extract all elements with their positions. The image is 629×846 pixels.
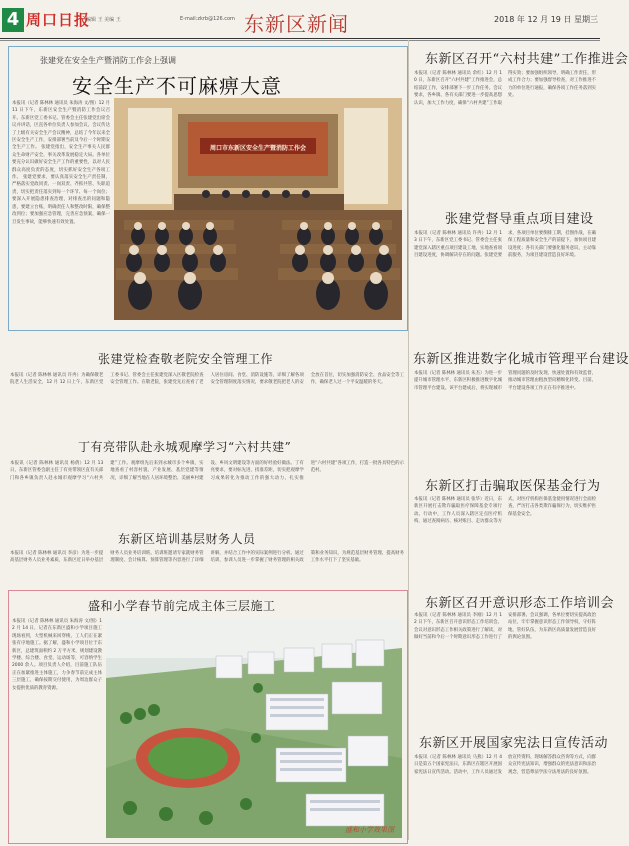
- article-body: 本报讯（记者 陈林林 通讯员 李彦）为进一步提高基层财务人员业务素质，东新区近日举办基层财务人员业务培训班。培训班邀请专家就财务管理制度、会计核算、预算管理等内容进行了详细讲解，并结合工作中的实际案例进行分析。通过培训，参训人员进一步掌握了财务管理的相关政策和业务知识，为规范基层财务管理、提高财务工作水平打下了坚实基础。: [10, 551, 404, 564]
- article-headline: 盛和小学春节前完成主体三层施工: [88, 599, 276, 613]
- article-body: 本报讯（记者 陈林林 通讯员 杨倩）12 月 13 日，东新区管委会副主任丁有亮带领区直有关部门和各乡镇负责人赴永城市观摩学习“六村共建”工作。观摩组先后来到永城市多个乡镇，实地查看了村容村貌、产业发展、基层党建等情况，详细了解当地在人居环境整治、美丽乡村建设、乡风文明建设等方面的好经验好做法。丁有亮要求，要对标先进，找准差距，切实把观摩学习成果转化为推动工作的强大动力，扎实推进“六村共建”各项工作，打造一批各具特色的示范村。: [10, 461, 404, 481]
- section-title: 东新区新闻: [244, 12, 349, 36]
- article-headline: 东新区开展国家宪法日宣传活动: [419, 736, 609, 751]
- photo-banner-text: 周口市东新区安全生产暨消防工作会: [209, 145, 307, 152]
- header-rule-thin: [0, 40, 600, 41]
- article-headline: 东新区打击骗取医保基金行为: [425, 479, 601, 494]
- newspaper-logo: 周口日报: [26, 11, 91, 29]
- issue-date: 2018 年 12 月 19 日 星期三: [494, 15, 598, 24]
- article-body: 本报讯（记者 陈林林 通讯员 余红）12 月 10 日，东新区召开“六村共建”工作推进会，总结前段工作，安排部署下一步工作任务。会议要求，各乡镇、各有关部门要进一步提高思想认识，加大工作力度，确保“六村共建”工作取得实效；要加强组织领导，明确工作责任，形成工作合力；要加强督导检查，对工作推进不力的单位进行通报，确保各项工作任务落到实处。: [414, 71, 596, 106]
- article-headline: 东新区召开意识形态工作培训会: [425, 596, 615, 611]
- lead-body: 本报讯（记者 陈林林 通讯员 朱海涛 文/图）12 月 11 日下午，东新区安全生产暨消防工作会议召开。东新区党工委书记、管委会主任张建党出席会议并讲话，区直各单位负责人参加会议。会议传达了上级有关安全生产会议精神，总结了今年以来全区安全生产工作，安排部署当前及今后一个时期安全生产工作。 张建党指出，安全生产事关人民群众生命财产安全，事关改革发展稳定大局。各单位要充分认识做好安全生产工作的重要性，以对人民群众高度负责的态度，切实抓好安全生产各项工作。 张建党要求，要认真落实安全生产责任制，严格落实党政同责、一岗双责、齐抓共管、失职追责，切实把责任落实到每一个环节、每一个岗位；要深入开展隐患排查治理，对排查出的问题和隐患，要建立台账，明确责任人和整改时限，确保整改到位；要加强应急管理，完善应急预案，确保一旦发生事故，能够快速有效处置。: [12, 101, 110, 225]
- article-body: 本报讯（记者 陈林林 通讯员 许冉）12 月 13 日下午，东新区党工委书记、管委会主任张建党深入辖区重点项目建设工地，实地查看项目建设进度，协调解决存在的问题。张建党要求，各项目单位要倒排工期，挂图作战，在确保工程质量和安全生产的前提下，加快项目建设进度；各有关部门要强化服务意识，主动靠前服务，为项目建设营造良好环境。: [414, 231, 596, 259]
- school-rendering-svg: [106, 618, 402, 838]
- article-headline: 东新区推进数字化城市管理平台建设: [413, 352, 629, 367]
- article-body: 本报讯（记者 陈林林 通讯员 朱杰）为进一步提升城市管理水平，东新区积极推进数字化城市管理平台建设。该平台建成后，将实现城市管理问题的及时发现、快速处置和有效监督，推动城市管理由粗放型向精细化转变。目前，平台建设各项工作正在有序推进中。: [414, 371, 596, 391]
- column-divider: [408, 40, 409, 840]
- article-body: 本报讯（记者 陈林林 通讯员 朱海涛 文/图）12 月 14 日，记者在东新区盛和小学项目施工现场看到，大型机械来回穿梭，工人们正在紧张有序地施工。据了解，盛和小学项目位于东新区，总建筑面积约 2 万平方米，规划建设教学楼、综合楼、食堂、运动场等，可容纳学生 2000 余人。项目负责人介绍，目前施工队伍正在加紧推进主体施工，力争春节前完成主体三层施工，确保按期交付使用，为周边群众子女提供优质的教育资源。: [12, 619, 102, 691]
- article-body: 本报讯（记者 陈林林 通讯员 马燕）12 月 4 日是第五个国家宪法日，东新区在辖区开展国家宪法日宣传活动。活动中，工作人员通过发放宣传资料、现场解答群众咨询等方式，向群众宣传宪法知识，增强群众的宪法意识和法治观念，营造尊法学法守法用法的良好氛围。: [414, 755, 596, 775]
- meeting-photo: [114, 98, 402, 320]
- school-rendering-photo: [106, 618, 402, 838]
- rendering-caption: 盛和小学效果图: [345, 826, 394, 834]
- article-headline: 丁有亮带队赴永城观摩学习“六村共建”: [78, 440, 292, 454]
- header-rule: [0, 38, 600, 39]
- article-body: 本报讯（记者 陈林林 通讯员 张华）近日，东新区开展打击欺诈骗取医疗保障基金专项行动。行动中，工作人员深入辖区定点医疗机构，通过查阅病历、核对账目、走访群众等方式，对医疗机构医保基金使用情况进行全面检查，严厉打击各类欺诈骗保行为，切实维护医保基金安全。: [414, 497, 596, 525]
- meeting-photo-svg: [114, 98, 402, 320]
- masthead: [0, 0, 600, 38]
- email-meta: E-mail:zkrb@126.com: [180, 16, 235, 22]
- article-body: 本报讯（记者 陈林林 通讯员 李刚）12 月 12 日下午，东新区召开意识形态工作培训会。会议对意识形态工作相关政策进行了解读，对做好当前和今后一个时期意识形态工作进行了安排部署。会议强调，各单位要切实提高政治站位，牢牢掌握意识形态工作领导权，守好阵地，管好队伍，为东新区高质量发展营造良好的舆论氛围。: [414, 613, 596, 641]
- lead-subtitle: 张建党在安全生产暨消防工作会上强调: [40, 56, 176, 65]
- article-body: 本报讯（记者 陈林林 通讯员 许冉）为确保敬老院老人生活安全，12 月 12 日上午，东新区党工委书记、管委会主任张建党深入区敬老院检查安全管理工作。在敬老院，张建党先后查看了老人居住房间、食堂、消防设施等，详细了解各项安全管理制度落实情况，要求敬老院把老人的安全放在首位，切实加强消防安全、食品安全等工作，确保老人过一个平安温暖的冬天。: [10, 373, 404, 386]
- article-headline: 东新区召开“六村共建”工作推进会: [425, 52, 629, 67]
- editor-meta: 编辑 王 美编 王: [86, 17, 121, 23]
- page-number: 4: [2, 8, 24, 32]
- lead-headline: 安全生产不可麻痹大意: [72, 74, 282, 98]
- article-headline: 东新区培训基层财务人员: [118, 532, 256, 546]
- article-headline: 张建党检查敬老院安全管理工作: [98, 352, 274, 366]
- article-headline: 张建党督导重点项目建设: [445, 212, 594, 227]
